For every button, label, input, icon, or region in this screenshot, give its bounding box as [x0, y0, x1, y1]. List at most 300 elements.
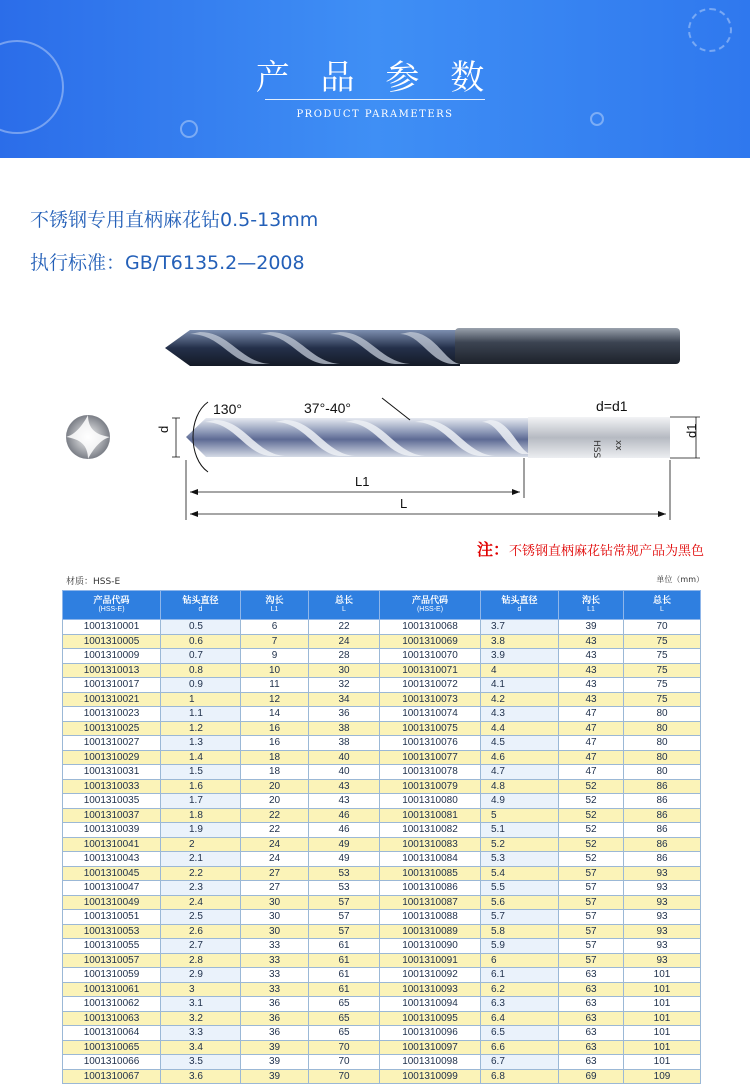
table-cell: 1001310077: [380, 750, 481, 765]
table-cell: 24: [309, 634, 380, 649]
table-row: [63, 1069, 701, 1084]
table-cell: 43: [559, 634, 624, 649]
table-cell: 1001310071: [380, 663, 481, 678]
table-cell: 101: [624, 1011, 701, 1026]
table-cell: 5.5: [481, 881, 559, 896]
table-cell: 1001310055: [63, 939, 161, 954]
table-cell: 4.7: [481, 765, 559, 780]
table-cell: 22: [241, 808, 309, 823]
drill-end-view: [66, 415, 110, 459]
table-cell: 6.4: [481, 1011, 559, 1026]
table-cell: 1001310029: [63, 750, 161, 765]
header-sublabel: L1: [587, 606, 595, 613]
table-row: [63, 678, 701, 693]
table-cell: 0.8: [161, 663, 241, 678]
table-cell: 57: [559, 881, 624, 896]
table-cell: 46: [309, 808, 380, 823]
table-cell: 63: [559, 1055, 624, 1070]
table-cell: 20: [241, 779, 309, 794]
table-cell: 7: [241, 634, 309, 649]
page-subtitle: PRODUCT PARAMETERS: [296, 109, 454, 120]
table-cell: 3.8: [481, 634, 559, 649]
header-banner: [0, 0, 750, 158]
table-cell: 1001310091: [380, 953, 481, 968]
table-cell: 30: [241, 924, 309, 939]
table-cell: 101: [624, 1040, 701, 1055]
table-cell: 9: [241, 649, 309, 664]
table-cell: 49: [309, 837, 380, 852]
table-cell: 1001310066: [63, 1055, 161, 1070]
table-cell: 75: [624, 678, 701, 693]
table-cell: 1001310096: [380, 1026, 481, 1041]
table-cell: 12: [241, 692, 309, 707]
note-prefix: 注：: [476, 540, 509, 559]
table-cell: 57: [309, 924, 380, 939]
table-row: [63, 779, 701, 794]
table-cell: 63: [559, 1040, 624, 1055]
table-cell: 2.9: [161, 968, 241, 983]
table-cell: 3.1: [161, 997, 241, 1012]
table-row: [63, 1040, 701, 1055]
table-cell: 6.5: [481, 1026, 559, 1041]
table-cell: 101: [624, 968, 701, 983]
table-row: [63, 663, 701, 678]
table-cell: 65: [309, 997, 380, 1012]
table-cell: 6.8: [481, 1069, 559, 1084]
table-cell: 86: [624, 823, 701, 838]
table-cell: 1.5: [161, 765, 241, 780]
table-cell: 101: [624, 1055, 701, 1070]
table-cell: 47: [559, 707, 624, 722]
table-cell: 1001310079: [380, 779, 481, 794]
table-cell: 2.2: [161, 866, 241, 881]
table-cell: 36: [309, 707, 380, 722]
table-cell: 1001310078: [380, 765, 481, 780]
table-cell: 4.6: [481, 750, 559, 765]
table-cell: 4.1: [481, 678, 559, 693]
table-cell: 1001310039: [63, 823, 161, 838]
table-cell: 36: [241, 1026, 309, 1041]
table-cell: 6.7: [481, 1055, 559, 1070]
table-row: [63, 634, 701, 649]
table-cell: 1001310088: [380, 910, 481, 925]
table-cell: 1001310067: [63, 1069, 161, 1084]
table-cell: 1001310031: [63, 765, 161, 780]
table-cell: 75: [624, 692, 701, 707]
table-cell: 57: [559, 866, 624, 881]
table-cell: 80: [624, 736, 701, 751]
table-cell: 57: [559, 924, 624, 939]
drill-photo: [160, 318, 690, 378]
table-cell: 70: [309, 1055, 380, 1070]
table-cell: 101: [624, 982, 701, 997]
table-cell: 1.9: [161, 823, 241, 838]
table-cell: 43: [559, 678, 624, 693]
L1-label: L1: [355, 474, 370, 489]
table-cell: 70: [624, 620, 701, 635]
d-label: d: [156, 425, 171, 433]
table-cell: 1001310021: [63, 692, 161, 707]
table-cell: 80: [624, 721, 701, 736]
table-cell: 5.3: [481, 852, 559, 867]
material-label: 材质：HSS-E: [66, 577, 121, 587]
table-cell: 80: [624, 750, 701, 765]
table-cell: 47: [559, 750, 624, 765]
table-cell: 38: [309, 736, 380, 751]
table-cell: 1001310033: [63, 779, 161, 794]
header-sublabel: d: [517, 606, 522, 613]
table-row: [63, 649, 701, 664]
table-cell: 63: [559, 982, 624, 997]
table-cell: 1001310065: [63, 1040, 161, 1055]
table-cell: 6: [481, 953, 559, 968]
page-title: 产 品 参 数: [255, 58, 495, 98]
decorative-circle: [688, 8, 732, 52]
table-cell: 1001310061: [63, 982, 161, 997]
table-cell: 86: [624, 808, 701, 823]
table-cell: 52: [559, 808, 624, 823]
table-cell: 5.9: [481, 939, 559, 954]
table-header-cell: [309, 591, 380, 620]
table-cell: 1001310005: [63, 634, 161, 649]
table-cell: 93: [624, 910, 701, 925]
table-cell: 1001310094: [380, 997, 481, 1012]
table-cell: 1001310045: [63, 866, 161, 881]
table-cell: 30: [241, 910, 309, 925]
table-cell: 4.9: [481, 794, 559, 809]
header-sublabel: (HSS-E): [416, 606, 444, 613]
table-cell: 3: [161, 982, 241, 997]
table-cell: 16: [241, 721, 309, 736]
table-cell: 0.7: [161, 649, 241, 664]
table-cell: 93: [624, 895, 701, 910]
table-cell: 43: [309, 779, 380, 794]
table-cell: 61: [309, 939, 380, 954]
table-cell: 24: [241, 852, 309, 867]
table-cell: 5.8: [481, 924, 559, 939]
unit-label: 单位（mm）: [656, 575, 704, 584]
table-cell: 52: [559, 823, 624, 838]
shank-marking-xx: xx: [613, 440, 623, 451]
table-cell: 40: [309, 765, 380, 780]
table-cell: 4: [481, 663, 559, 678]
table-cell: 1001310081: [380, 808, 481, 823]
table-cell: 4.2: [481, 692, 559, 707]
table-cell: 1001310068: [380, 620, 481, 635]
table-cell: 75: [624, 649, 701, 664]
table-cell: 1001310062: [63, 997, 161, 1012]
table-cell: 36: [241, 1011, 309, 1026]
table-cell: 27: [241, 881, 309, 896]
table-cell: 4.8: [481, 779, 559, 794]
table-cell: 1001310092: [380, 968, 481, 983]
table-cell: 1001310097: [380, 1040, 481, 1055]
table-cell: 61: [309, 982, 380, 997]
table-cell: 1001310017: [63, 678, 161, 693]
table-cell: 39: [241, 1055, 309, 1070]
table-header-cell: [63, 591, 161, 620]
table-cell: 2.3: [161, 881, 241, 896]
header-label: 钻头直径: [501, 595, 538, 605]
table-cell: 24: [241, 837, 309, 852]
table-cell: 1001310093: [380, 982, 481, 997]
shank-marking-hss: HSS: [591, 440, 601, 459]
table-cell: 1001310069: [380, 634, 481, 649]
table-cell: 1001310080: [380, 794, 481, 809]
product-standard: 执行标准：GB/T6135.2—2008: [30, 252, 305, 274]
table-cell: 39: [241, 1040, 309, 1055]
header-label: 总长: [652, 595, 671, 605]
table-cell: 75: [624, 663, 701, 678]
header-sublabel: (HSS-E): [98, 606, 125, 613]
table-row: [63, 968, 701, 983]
table-cell: 61: [309, 968, 380, 983]
table-cell: 33: [241, 939, 309, 954]
table-cell: 1001310072: [380, 678, 481, 693]
table-cell: 43: [559, 649, 624, 664]
table-row: [63, 750, 701, 765]
table-cell: 47: [559, 721, 624, 736]
table-cell: 18: [241, 765, 309, 780]
decorative-circle: [180, 120, 198, 138]
table-cell: 93: [624, 953, 701, 968]
table-cell: 57: [559, 910, 624, 925]
header-sublabel: L1: [270, 606, 279, 613]
header-label: 产品代码: [411, 595, 448, 605]
table-cell: 1001310051: [63, 910, 161, 925]
table-cell: 69: [559, 1069, 624, 1084]
L-label: L: [400, 496, 408, 511]
table-cell: 1001310099: [380, 1069, 481, 1084]
table-cell: 5.1: [481, 823, 559, 838]
table-cell: 40: [309, 750, 380, 765]
table-cell: 38: [309, 721, 380, 736]
note-text: 不锈钢直柄麻花钻常规产品为黑色: [508, 544, 704, 559]
table-cell: 75: [624, 634, 701, 649]
table-cell: 57: [559, 953, 624, 968]
table-cell: 80: [624, 765, 701, 780]
table-cell: 57: [559, 895, 624, 910]
table-cell: 1001310089: [380, 924, 481, 939]
table-cell: 1001310090: [380, 939, 481, 954]
table-cell: 1001310027: [63, 736, 161, 751]
table-cell: 52: [559, 837, 624, 852]
table-cell: 1001310083: [380, 837, 481, 852]
table-cell: 1001310043: [63, 852, 161, 867]
table-cell: 5.2: [481, 837, 559, 852]
table-header-cell: [161, 591, 241, 620]
header-sublabel: L: [660, 606, 664, 613]
table-cell: 3.7: [481, 620, 559, 635]
table-cell: 86: [624, 779, 701, 794]
table-cell: 86: [624, 837, 701, 852]
table-header-cell: [624, 591, 701, 620]
table-cell: 2.6: [161, 924, 241, 939]
table-cell: 14: [241, 707, 309, 722]
table-cell: 93: [624, 881, 701, 896]
table-cell: 33: [241, 953, 309, 968]
table-cell: 3.6: [161, 1069, 241, 1084]
table-row: [63, 910, 701, 925]
table-row: [63, 881, 701, 896]
table-cell: 39: [559, 620, 624, 635]
angle-helix-label: 37°-40°: [304, 400, 352, 416]
table-cell: 1001310025: [63, 721, 161, 736]
table-cell: 47: [559, 765, 624, 780]
table-header-cell: [241, 591, 309, 620]
table-cell: 6: [241, 620, 309, 635]
table-cell: 0.5: [161, 620, 241, 635]
table-cell: 6.3: [481, 997, 559, 1012]
table-cell: 22: [241, 823, 309, 838]
header-label: 沟长: [581, 595, 600, 605]
drill-diagram: [0, 380, 750, 530]
table-cell: 20: [241, 794, 309, 809]
table-cell: 16: [241, 736, 309, 751]
shank-diameter-label: d=d1: [596, 398, 628, 414]
table-row: [63, 808, 701, 823]
table-cell: 43: [559, 663, 624, 678]
table-row: [63, 1026, 701, 1041]
table-cell: 1001310076: [380, 736, 481, 751]
product-name: 不锈钢专用直柄麻花钻0.5-13mm: [30, 209, 319, 231]
table-cell: 65: [309, 1011, 380, 1026]
d1-label: d1: [684, 423, 699, 438]
table-cell: 32: [309, 678, 380, 693]
table-header-cell: [481, 591, 559, 620]
table-cell: 52: [559, 779, 624, 794]
table-cell: 2.1: [161, 852, 241, 867]
table-cell: 1001310073: [380, 692, 481, 707]
table-cell: 1001310084: [380, 852, 481, 867]
table-cell: 3.3: [161, 1026, 241, 1041]
table-cell: 5: [481, 808, 559, 823]
table-cell: 1001310082: [380, 823, 481, 838]
table-cell: 1001310057: [63, 953, 161, 968]
table-header-cell: [380, 591, 481, 620]
table-cell: 63: [559, 1011, 624, 1026]
table-cell: 11: [241, 678, 309, 693]
table-cell: 93: [624, 866, 701, 881]
table-cell: 10: [241, 663, 309, 678]
table-cell: 1001310053: [63, 924, 161, 939]
table-cell: 2.8: [161, 953, 241, 968]
table-cell: 93: [624, 924, 701, 939]
table-cell: 2.4: [161, 895, 241, 910]
table-cell: 1001310009: [63, 649, 161, 664]
table-cell: 101: [624, 997, 701, 1012]
table-cell: 5.4: [481, 866, 559, 881]
table-cell: 1001310085: [380, 866, 481, 881]
header-sublabel: d: [198, 606, 203, 613]
table-row: [63, 707, 701, 722]
table-cell: 1001310086: [380, 881, 481, 896]
table-cell: 1.1: [161, 707, 241, 722]
table-cell: 57: [559, 939, 624, 954]
table-cell: 39: [241, 1069, 309, 1084]
table-row: [63, 924, 701, 939]
table-cell: 30: [309, 663, 380, 678]
table-row: [63, 997, 701, 1012]
header-label: 产品代码: [93, 595, 130, 605]
table-row: [63, 721, 701, 736]
table-cell: 2: [161, 837, 241, 852]
header-label: 钻头直径: [182, 595, 219, 605]
table-cell: 1001310049: [63, 895, 161, 910]
table-cell: 33: [241, 968, 309, 983]
table-cell: 1001310063: [63, 1011, 161, 1026]
table-row: [63, 837, 701, 852]
table-cell: 57: [309, 895, 380, 910]
table-cell: 4.5: [481, 736, 559, 751]
spec-table: [62, 590, 701, 1084]
table-cell: 1001310075: [380, 721, 481, 736]
table-cell: 1.6: [161, 779, 241, 794]
table-cell: 61: [309, 953, 380, 968]
table-cell: 4.3: [481, 707, 559, 722]
table-cell: 36: [241, 997, 309, 1012]
table-cell: 3.5: [161, 1055, 241, 1070]
table-cell: 1001310098: [380, 1055, 481, 1070]
table-row: [63, 982, 701, 997]
table-cell: 63: [559, 968, 624, 983]
table-cell: 1001310070: [380, 649, 481, 664]
angle-point-label: 130°: [213, 401, 242, 417]
table-cell: 52: [559, 852, 624, 867]
table-cell: 1001310041: [63, 837, 161, 852]
table-cell: 27: [241, 866, 309, 881]
table-cell: 101: [624, 1026, 701, 1041]
table-cell: 2.5: [161, 910, 241, 925]
table-row: [63, 620, 701, 635]
table-cell: 93: [624, 939, 701, 954]
table-cell: 1001310001: [63, 620, 161, 635]
table-row: [63, 692, 701, 707]
table-cell: 3.4: [161, 1040, 241, 1055]
table-cell: 70: [309, 1069, 380, 1084]
table-cell: 33: [241, 982, 309, 997]
table-cell: 63: [559, 1026, 624, 1041]
table-cell: 1001310047: [63, 881, 161, 896]
table-cell: 6.6: [481, 1040, 559, 1055]
table-row: [63, 866, 701, 881]
table-row: [63, 794, 701, 809]
table-cell: 5.6: [481, 895, 559, 910]
table-cell: 4.4: [481, 721, 559, 736]
table-cell: 53: [309, 866, 380, 881]
product-note: [477, 537, 704, 560]
table-cell: 86: [624, 794, 701, 809]
table-row: [63, 765, 701, 780]
table-row: [63, 852, 701, 867]
table-cell: 1001310013: [63, 663, 161, 678]
table-cell: 1001310035: [63, 794, 161, 809]
table-cell: 1001310064: [63, 1026, 161, 1041]
table-cell: 43: [559, 692, 624, 707]
table-cell: 1001310074: [380, 707, 481, 722]
table-cell: 65: [309, 1026, 380, 1041]
table-cell: 1: [161, 692, 241, 707]
table-header-cell: [559, 591, 624, 620]
table-row: [63, 1011, 701, 1026]
table-cell: 22: [309, 620, 380, 635]
table-cell: 53: [309, 881, 380, 896]
table-cell: 0.9: [161, 678, 241, 693]
table-body: [63, 620, 701, 1084]
table-cell: 1.2: [161, 721, 241, 736]
table-cell: 30: [241, 895, 309, 910]
table-cell: 47: [559, 736, 624, 751]
